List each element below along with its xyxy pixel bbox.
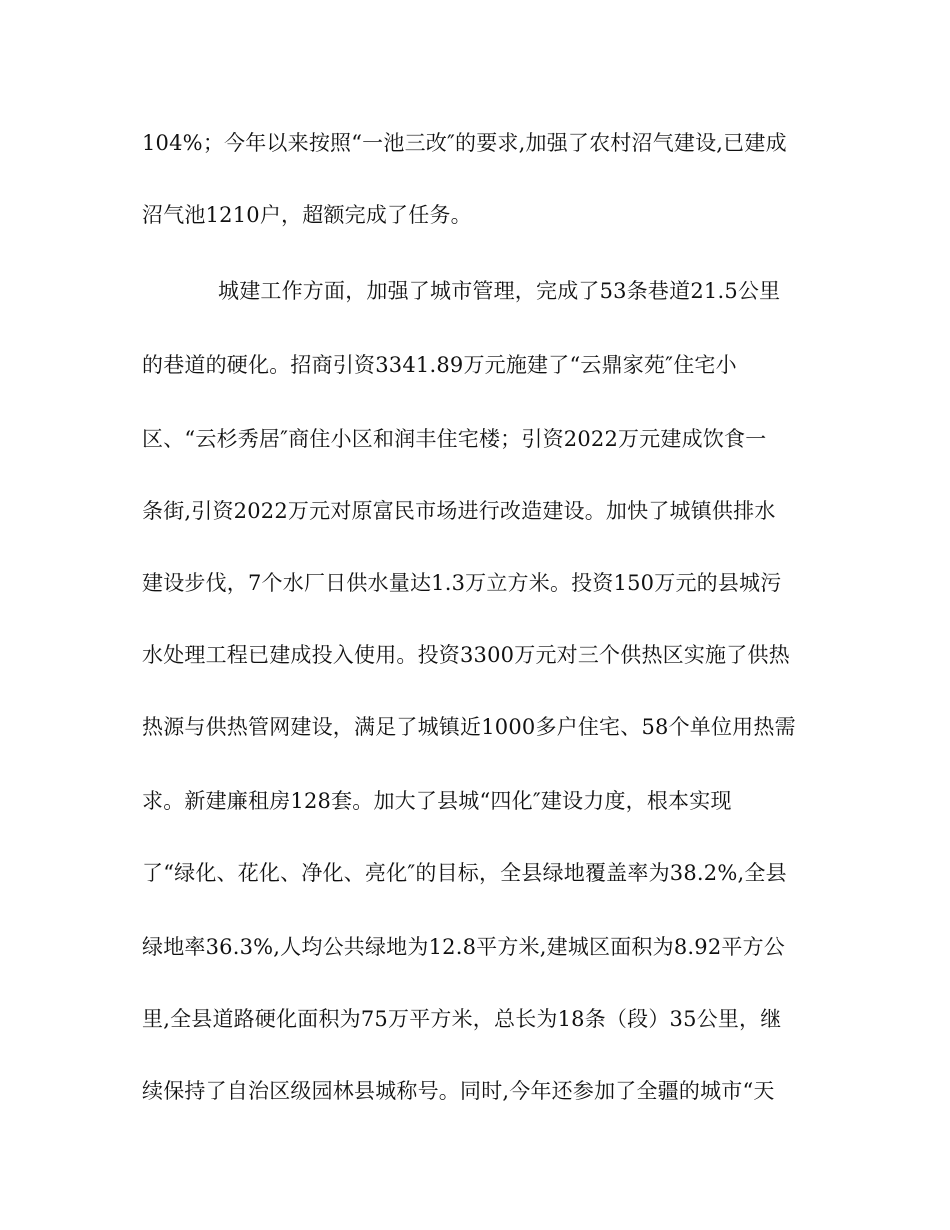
text-line: 的巷道的硬化。招商引资3341.89万元施建了“云鼎家苑″住宅小: [142, 353, 737, 377]
text-line: 水处理工程已建成投入使用。投资3300万元对三个供热区实施了供热: [142, 643, 790, 667]
text-line: 104%；今年以来按照“一池三改″的要求,加强了农村沼气建设,已建成: [142, 131, 787, 155]
text-line: 续保持了自治区级园林县城称号。同时,今年还参加了全疆的城市“天: [142, 1079, 775, 1103]
text-line: 里,全县道路硬化面积为75万平方米，总长为18条（段）35公里，继: [142, 1007, 782, 1031]
text-line: 绿地率36.3%,人均公共绿地为12.8平方米,建城区面积为8.92平方公: [142, 935, 785, 959]
text-line: 条街,引资2022万元对原富民市场进行改造建设。加快了城镇供排水: [142, 499, 776, 523]
text-line: 了“绿化、花化、净化、亮化″的目标，全县绿地覆盖率为38.2%,全县: [142, 861, 787, 885]
text-line: 建设步伐，7个水厂日供水量达1.3万立方米。投资150万元的县城污: [142, 571, 782, 595]
text-line: 求。新建廉租房128套。加大了县城“四化″建设力度，根本实现: [142, 789, 732, 813]
text-line: 沼气池1210户，超额完成了任务。: [142, 203, 472, 227]
text-line: 区、“云杉秀居″商住小区和润丰住宅楼；引资2022万元建成饮食一: [142, 427, 767, 451]
text-line: 热源与供热管网建设，满足了城镇近1000多户住宅、58个单位用热需: [142, 715, 796, 739]
paragraph-start-line: 城建工作方面，加强了城市管理，完成了53条巷道21.5公里: [218, 279, 781, 303]
